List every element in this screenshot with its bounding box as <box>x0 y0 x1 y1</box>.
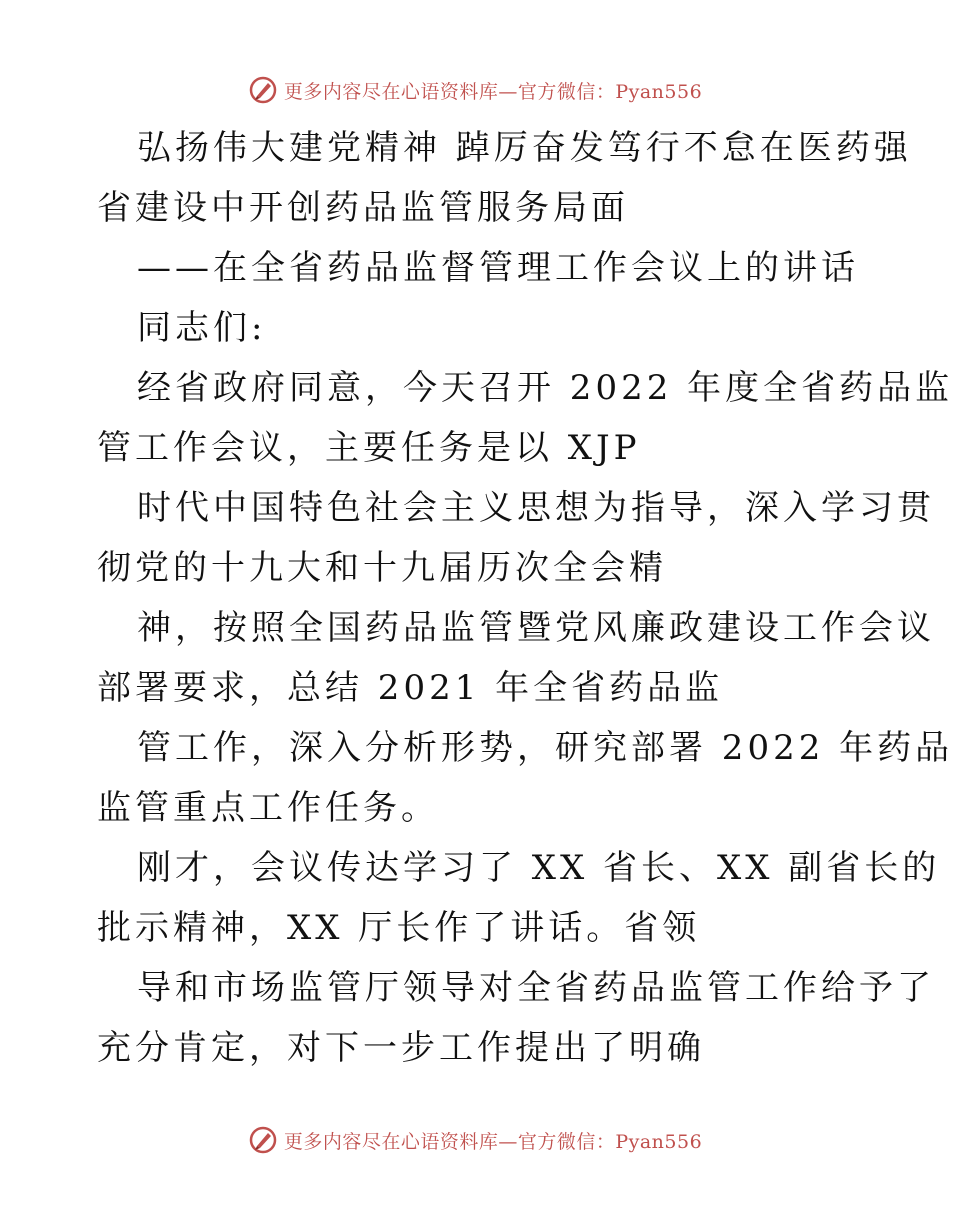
pen-logo-icon <box>248 1125 278 1155</box>
header-watermark <box>0 70 950 110</box>
watermark-text: 更多内容尽在心语资料库—官方微信：Pyan556 <box>283 80 703 103</box>
text-line: 部署要求，总结 2021 年全省药品监 <box>97 668 724 708</box>
text-line: 时代中国特色社会主义思想为指导，深入学习贯 <box>137 488 935 528</box>
footer-watermark <box>0 1120 950 1160</box>
text-line: 批示精神，XX 厅长作了讲话。省领 <box>97 908 701 948</box>
text-line: 管工作，深入分析形势，研究部署 2022 年药品 <box>137 728 953 768</box>
text-line: 导和市场监管厅领导对全省药品监管工作给予了 <box>137 968 935 1008</box>
text-line: 经省政府同意，今天召开 2022 年度全省药品监 <box>137 368 953 408</box>
document-body <box>97 118 953 1078</box>
text-line: 神，按照全国药品监管暨党风廉政建设工作会议 <box>137 608 935 648</box>
text-line: ——在全省药品监督管理工作会议上的讲话 <box>137 248 859 288</box>
text-line: 同志们: <box>137 308 267 348</box>
text-line: 刚才，会议传达学习了 XX 省长、XX 副省长的 <box>137 848 941 888</box>
text-line: 监管重点工作任务。 <box>97 788 439 828</box>
watermark-text: 更多内容尽在心语资料库—官方微信：Pyan556 <box>283 1130 703 1153</box>
text-line: 管工作会议，主要任务是以 XJP <box>97 428 641 468</box>
text-line: 弘扬伟大建党精神 踔厉奋发笃行不怠在医药强 <box>137 128 912 168</box>
text-line: 彻党的十九大和十九届历次全会精 <box>97 548 667 588</box>
text-line: 省建设中开创药品监管服务局面 <box>97 188 629 228</box>
text-line: 充分肯定，对下一步工作提出了明确 <box>97 1028 705 1068</box>
pen-logo-icon <box>248 75 278 105</box>
